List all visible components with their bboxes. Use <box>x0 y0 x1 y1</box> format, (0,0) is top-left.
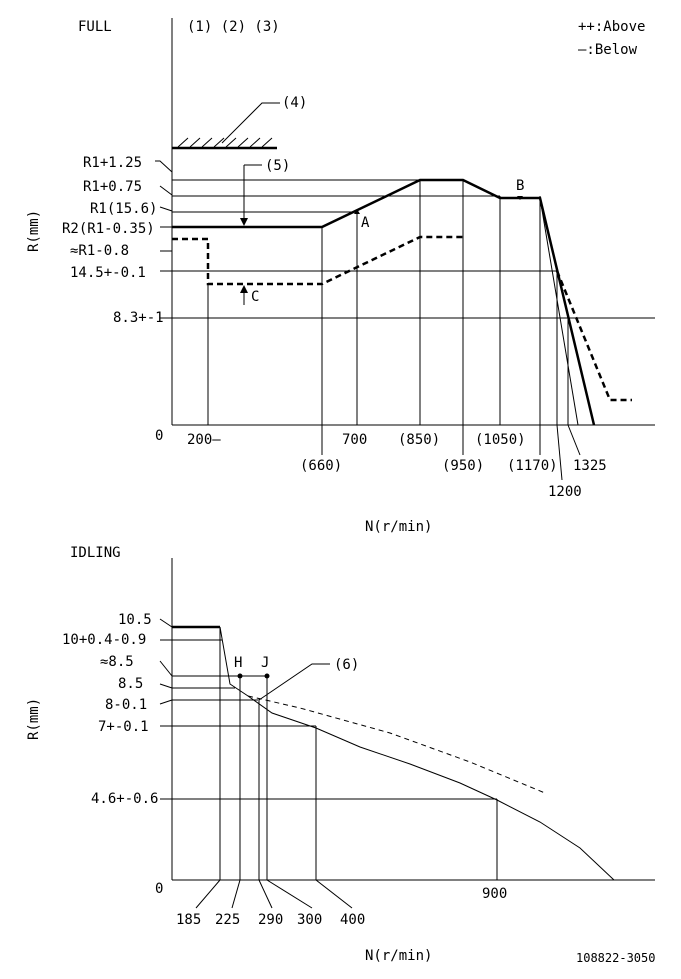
full-y-label: R2(R1-0.35) <box>62 221 155 237</box>
arrow-down-icon <box>240 218 248 226</box>
arrow-up-icon <box>240 285 248 293</box>
point-j-marker <box>265 674 270 679</box>
idling-x-leader <box>267 880 312 908</box>
idling-curve-dashed <box>248 696 545 793</box>
idling-title: IDLING <box>70 545 121 561</box>
full-y-label: R1+0.75 <box>83 179 143 195</box>
full-x-axis-label: N(r/min) <box>365 519 433 535</box>
full-origin: 0 <box>155 428 164 444</box>
full-x-label: 200— <box>187 432 221 448</box>
idling-y-axis-label: R(mm) <box>26 697 42 740</box>
idling-x-label: 300 <box>297 912 323 928</box>
legend-above: ++:Above <box>578 19 646 35</box>
idling-x-label: 290 <box>258 912 284 928</box>
idling-x-leader <box>316 880 352 908</box>
idling-panel <box>26 545 655 964</box>
idling-y-label: 8-0.1 <box>105 697 148 713</box>
full-curve-solid <box>172 180 594 425</box>
full-x-label: (660) <box>300 458 343 474</box>
full-y-label: R1+1.25 <box>83 155 143 171</box>
full-x-label: 1200 <box>548 484 582 500</box>
full-curve-dashed <box>172 237 463 284</box>
idling-x-label: 185 <box>176 912 202 928</box>
full-steps: (1) (2) (3) <box>187 19 280 35</box>
full-x-label: (1170) <box>507 458 558 474</box>
callout-4: (4) <box>282 95 308 111</box>
idling-y-label: ≈8.5 <box>100 654 134 670</box>
full-y-leader <box>160 207 172 211</box>
idling-y-label: 7+-0.1 <box>98 719 149 735</box>
full-stop-hatch <box>172 138 277 148</box>
full-y-label: R1(15.6) <box>90 201 158 217</box>
idling-x-label: 225 <box>215 912 241 928</box>
idling-y-leader <box>160 684 172 688</box>
full-x-label: (950) <box>442 458 485 474</box>
point-b-label: B <box>516 178 525 194</box>
full-x-label: (1050) <box>475 432 526 448</box>
idling-y-leader <box>160 700 172 704</box>
callout-5: (5) <box>265 158 291 174</box>
idling-y-label: 4.6+-0.6 <box>91 791 159 807</box>
full-title: FULL <box>78 19 112 35</box>
full-y-leader <box>155 161 172 172</box>
idling-x-axis-label: N(r/min) <box>365 948 433 964</box>
point-j-label: J <box>261 655 270 671</box>
point-h-label: H <box>234 655 243 671</box>
idling-y-leader <box>160 661 172 676</box>
point-h-marker <box>238 674 243 679</box>
drawing-number: 108822-3050 <box>576 951 656 965</box>
full-y-label: ≈R1-0.8 <box>70 243 130 259</box>
callout-4-leader <box>222 103 280 143</box>
idling-y-label: 8.5 <box>118 676 144 692</box>
full-y-label: 8.3+-1 <box>113 310 164 326</box>
idling-y-label: 10.5 <box>118 612 152 628</box>
full-x-label: (850) <box>398 432 441 448</box>
full-y-leader <box>160 186 172 195</box>
full-x-label: 1325 <box>573 458 607 474</box>
callout-6: (6) <box>334 657 360 673</box>
callout-6-leader <box>259 664 330 700</box>
idling-curve-solid <box>220 627 614 880</box>
full-x-leader <box>557 425 562 480</box>
idling-y-label: 10+0.4-0.9 <box>62 632 147 648</box>
idling-y-leader <box>160 619 172 627</box>
legend-below: —:Below <box>578 42 638 58</box>
full-panel <box>26 18 655 535</box>
idling-x-leader <box>232 880 240 908</box>
full-y-label: 14.5+-0.1 <box>70 265 146 281</box>
idling-x-label: 900 <box>482 886 508 902</box>
point-c-label: C <box>251 289 260 305</box>
idling-x-label: 400 <box>340 912 366 928</box>
full-x-label: 700 <box>342 432 368 448</box>
idling-origin: 0 <box>155 881 164 897</box>
idling-x-leader <box>196 880 220 908</box>
full-y-axis-label: R(mm) <box>26 209 42 252</box>
point-a-label: A <box>361 215 370 231</box>
idling-x-leader <box>259 880 272 908</box>
full-x-leader <box>568 425 580 455</box>
